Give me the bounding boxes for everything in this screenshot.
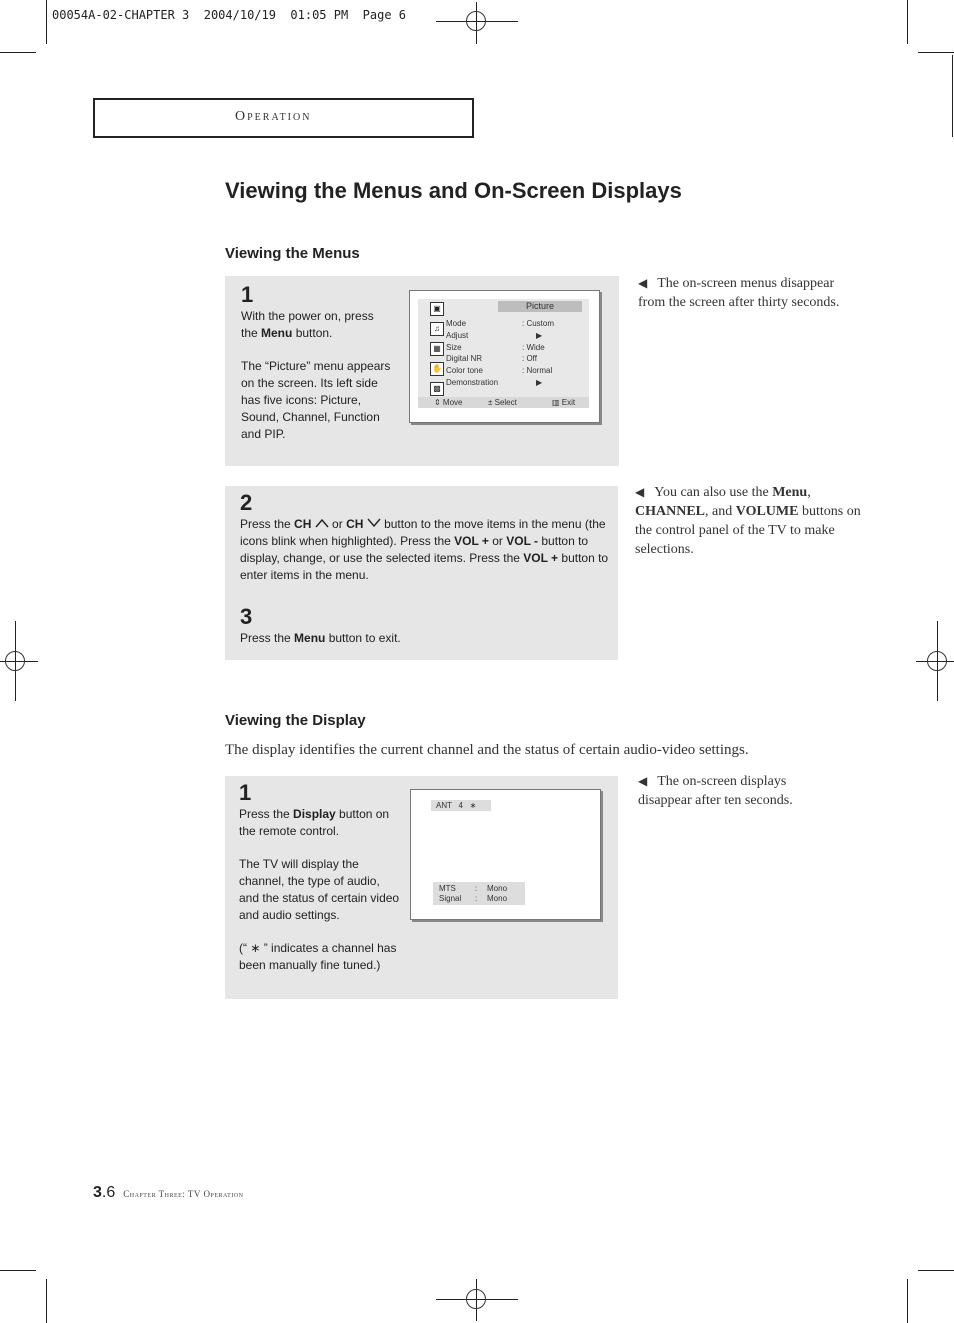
chevron-up-icon <box>315 518 329 528</box>
tip-note <box>638 274 864 312</box>
osd-row-label: Color tone <box>446 366 483 375</box>
separator: : <box>475 894 478 903</box>
text-run: button to display, change, or use the selected items. Press the <box>240 534 589 565</box>
osd-exit-hint: ▥ Exit <box>552 398 576 407</box>
vol-plus-label: VOL + <box>523 551 559 565</box>
step-text <box>240 516 610 584</box>
mts-label: MTS <box>439 884 456 893</box>
tip-note <box>638 772 838 810</box>
crop-mark <box>907 1279 908 1323</box>
step-number: 1 <box>239 780 252 805</box>
step-text <box>240 630 610 647</box>
step-text-paragraph: The “Picture” menu appears on the screen. Its left side has five icons: Picture, Sound, Channel, Function and PIP. <box>241 359 391 441</box>
osd-row-arrow-icon: ▶ <box>536 378 543 387</box>
chapter-number: 3 <box>93 1184 102 1201</box>
chapter-title: Chapter Three: TV Operation <box>123 1189 244 1199</box>
tip-note <box>635 483 863 559</box>
print-header: 00054A-02-CHAPTER 3 2004/10/19 01:05 PM Page 6 <box>52 8 407 22</box>
crop-mark <box>907 0 908 44</box>
osd-move-hint: ⇕ Move <box>434 398 463 407</box>
picture-menu-screen <box>409 290 600 423</box>
step-box-display-1 <box>225 776 618 999</box>
text-run: button. <box>292 326 333 340</box>
pointer-arrow-icon: ◀ <box>638 276 648 290</box>
text-run: or <box>488 534 507 548</box>
crop-mark <box>46 0 47 44</box>
text-run: button to the move items in the menu (the icons blink when highlighted). Press the <box>240 517 606 548</box>
section-label: Operation <box>235 109 312 124</box>
menu-button-label: Menu <box>294 631 326 645</box>
section-header-box <box>93 98 474 138</box>
tip-text: buttons on the control panel of the TV to make selections. <box>635 504 861 557</box>
display-heading: Viewing the Display <box>225 712 366 729</box>
tv-icon: ▣ <box>430 302 444 316</box>
tip-text: , and <box>705 504 736 519</box>
registration-mark <box>466 11 486 31</box>
display-screen <box>410 789 601 920</box>
page-title: Viewing the Menus and On-Screen Displays <box>225 178 682 203</box>
step-text-paragraph: (“ ∗ ” indicates a channel has been manually fine tuned.) <box>239 941 397 972</box>
text-run: With the power on, press the <box>241 309 374 340</box>
menus-heading: Viewing the Menus <box>225 245 360 262</box>
text-run: button to exit. <box>325 631 401 645</box>
osd-menu-title: Picture <box>498 301 582 312</box>
text-run: Press the <box>240 517 295 531</box>
pointer-arrow-icon: ◀ <box>638 774 648 788</box>
note-icon: ♫ <box>430 322 444 336</box>
page-number: .6 <box>101 1184 116 1201</box>
step-number: 1 <box>241 282 254 307</box>
tip-text: The on-screen menus disappear from the screen after thirty seconds. <box>638 276 840 310</box>
vol-plus-label: VOL + <box>454 534 489 548</box>
osd-row-value: : Wide <box>522 343 545 352</box>
step-text <box>239 806 401 974</box>
menu-button-label: Menu <box>261 326 293 340</box>
osd-row-arrow-icon: ▶ <box>536 331 543 340</box>
osd-row-value: : Off <box>522 354 537 363</box>
pointer-arrow-icon: ◀ <box>635 485 645 499</box>
text-run: or <box>328 517 347 531</box>
osd-select-hint: ± Select <box>488 398 517 407</box>
signal-value: Mono <box>487 894 508 903</box>
step-number: 3 <box>240 604 253 629</box>
osd-row-label: Size <box>446 343 462 352</box>
chevron-down-icon <box>367 518 381 528</box>
osd-menu-panel <box>418 299 589 403</box>
registration-mark <box>5 651 25 671</box>
step-box-menus-2-3 <box>225 486 618 660</box>
channel-icon: ▦ <box>430 342 444 356</box>
registration-mark <box>927 651 947 671</box>
osd-row-label: Digital NR <box>446 354 483 363</box>
tip-bold: Menu <box>772 485 808 500</box>
signal-label: Signal <box>439 894 462 903</box>
vol-minus-label: VOL - <box>506 534 539 548</box>
tip-text: , <box>807 485 811 500</box>
osd-row-value: : Normal <box>522 366 553 375</box>
channel-indicator: ANT 4 ∗ <box>431 800 491 811</box>
step-text <box>241 308 391 443</box>
osd-help-bar <box>418 397 589 408</box>
text-run: button to enter items in the menu. <box>240 551 609 582</box>
osd-row-value: : Custom <box>522 319 555 328</box>
ch-up-button-label: CH <box>294 517 312 531</box>
crop-mark <box>46 1279 47 1323</box>
ch-down-button-label: CH <box>346 517 364 531</box>
crop-mark <box>918 1270 954 1271</box>
crop-mark <box>0 1270 36 1271</box>
osd-row-label: Adjust <box>446 331 469 340</box>
hand-icon: ✋ <box>430 362 444 376</box>
display-button-label: Display <box>293 807 336 821</box>
display-intro: The display identifies the current channel and the status of certain audio-video settings. <box>225 742 749 758</box>
text-run: button on the remote control. <box>239 807 390 838</box>
crop-mark <box>952 55 953 137</box>
osd-row-label: Demonstration <box>446 378 499 387</box>
tip-text: The on-screen displays disappear after ten seconds. <box>638 774 793 808</box>
pip-icon: ▩ <box>430 382 444 396</box>
crop-mark <box>0 52 36 53</box>
separator: : <box>475 884 478 893</box>
page-footer <box>93 1184 244 1202</box>
step-box-menus-1 <box>225 276 619 466</box>
step-number: 2 <box>240 490 253 515</box>
text-run: Press the <box>239 807 294 821</box>
tip-text: You can also use the <box>654 485 773 500</box>
registration-mark <box>466 1289 486 1309</box>
text-run: Press the <box>240 631 295 645</box>
crop-mark <box>918 52 954 53</box>
tip-bold: CHANNEL <box>635 504 706 519</box>
step-text-paragraph: The TV will display the channel, the type of audio, and the status of certain video and audio settings. <box>239 857 400 922</box>
tip-bold: VOLUME <box>735 504 799 519</box>
mts-value: Mono <box>487 884 508 893</box>
audio-status-panel <box>433 882 525 905</box>
osd-row-label: Mode <box>446 319 467 328</box>
